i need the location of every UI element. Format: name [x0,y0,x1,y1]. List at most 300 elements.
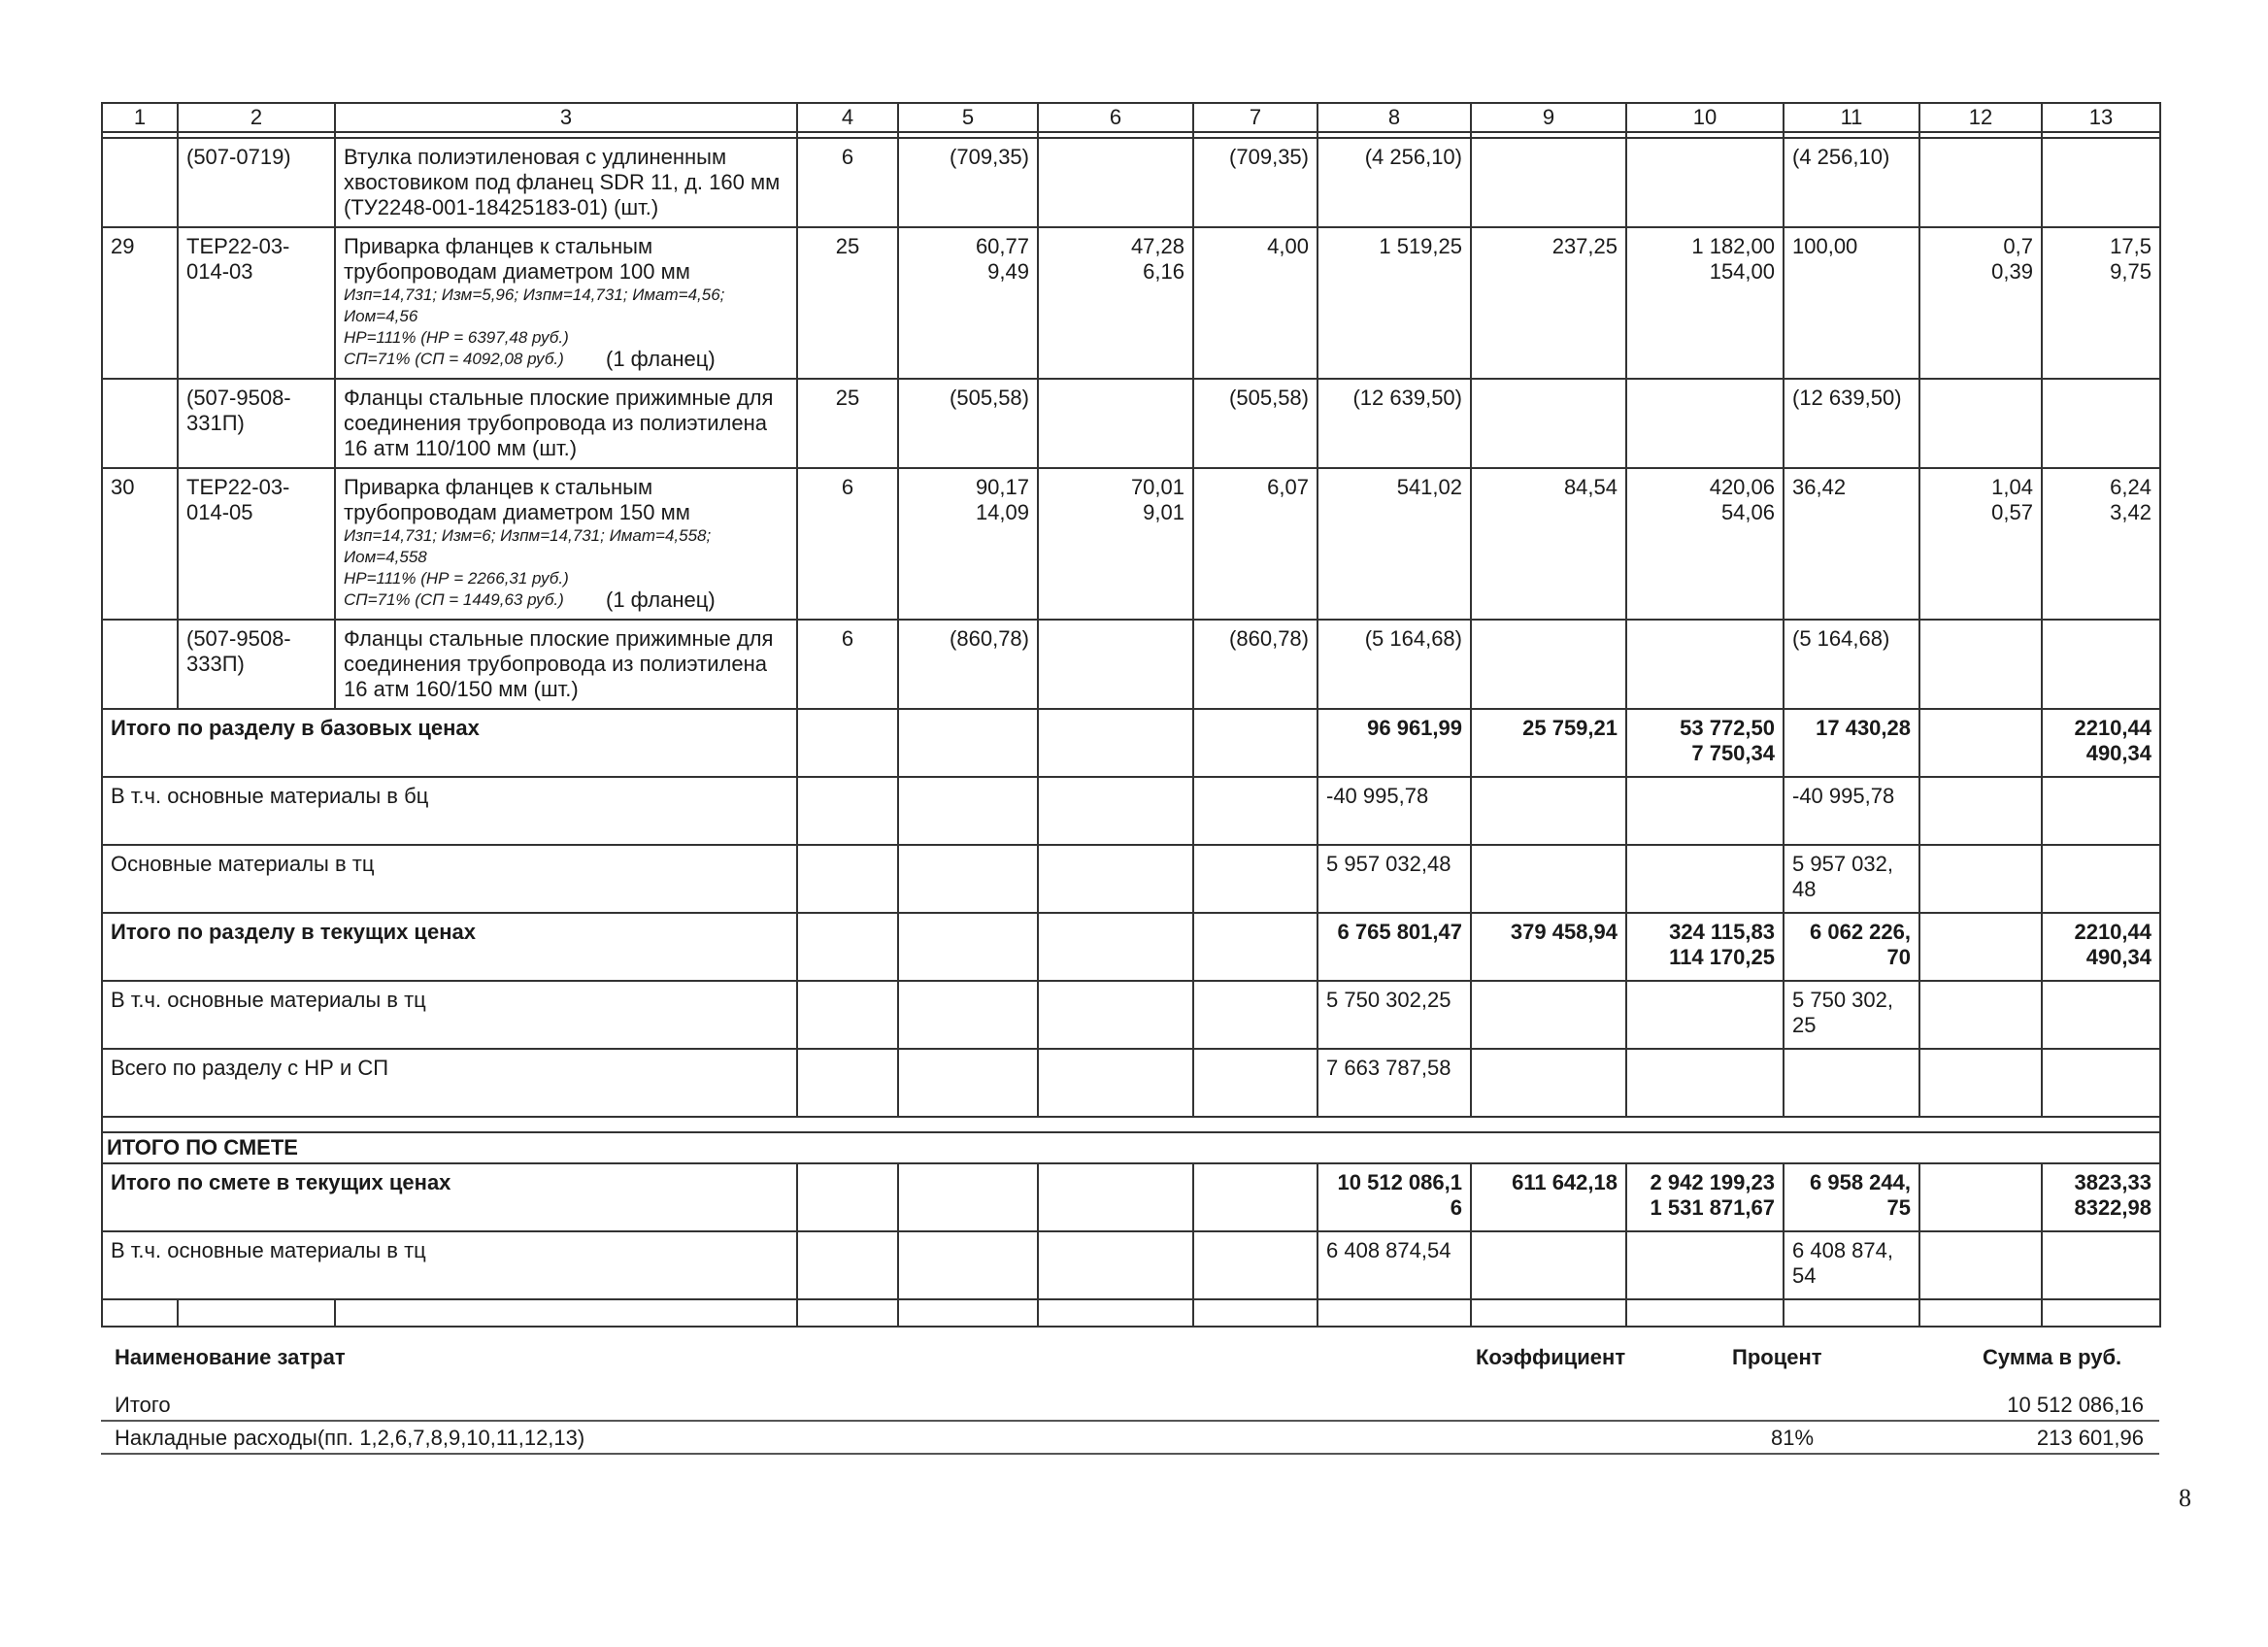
summary-label [102,1231,797,1299]
row-value-c12 [1919,379,2042,468]
row-code [178,379,335,468]
column-number-text: 6 [1109,105,1122,129]
summary-value-c9 [1471,709,1626,777]
summary-row [102,777,2160,845]
summary-value-c13-text: 2210,44 490,34 [2074,920,2151,969]
summary-label-text: Итого по разделу в текущих ценах [111,920,476,944]
summary-value-c9 [1471,777,1626,845]
summary-value-c10 [1626,1049,1784,1117]
column-number [1317,103,1471,132]
summary-value-c8 [1317,1231,1471,1299]
column-number-text: 4 [841,105,854,129]
row-quantity [797,468,898,620]
costs-row-name: Накладные расходы(пп. 1,2,6,7,8,9,10,11,12,13) [115,1426,585,1450]
row-value-c12 [1919,620,2042,709]
row-value-c7-text: 4,00 [1267,234,1309,258]
summary-empty [797,1231,898,1299]
row-value-c9 [1471,468,1626,620]
column-number-text: 7 [1249,105,1262,129]
estimate-heading-text: ИТОГО ПО СМЕТЕ [107,1135,298,1160]
row-quantity-text: 6 [841,475,854,499]
row-value-c13 [2042,379,2160,468]
column-number-text: 2 [250,105,263,129]
column-number [1038,103,1193,132]
row-value-c10 [1626,620,1784,709]
column-number-text: 9 [1542,105,1555,129]
empty-cell [1317,1299,1471,1327]
row-value-c8-text: 541,02 [1396,475,1462,499]
row-number [102,138,178,227]
row-quantity-text: 6 [841,145,854,169]
row-value-c12 [1919,138,2042,227]
row-unit: (1 фланец) [606,347,716,371]
summary-value-c10 [1626,1231,1784,1299]
column-number-text: 11 [1840,105,1863,129]
summary-value-c10 [1626,777,1784,845]
summary-value-c11 [1784,1049,1919,1117]
summary-label [102,777,797,845]
summary-value-c10-text: 2 942 199,23 1 531 871,67 [1650,1170,1775,1220]
summary-value-c11-text: 6 062 226, 70 [1810,920,1911,969]
summary-value-c11 [1784,1231,1919,1299]
estimate-heading [102,1132,2160,1163]
summary-empty [898,1049,1038,1117]
summary-empty [898,845,1038,913]
empty-cell [1919,1299,2042,1327]
page-number: 8 [2179,1484,2191,1512]
summary-empty [1193,709,1317,777]
summary-value-c12 [1919,913,2042,981]
row-quantity [797,379,898,468]
column-number-text: 3 [559,105,573,129]
empty-cell [797,1299,898,1327]
summary-empty [797,777,898,845]
row-value-c8-text: (4 256,10) [1364,145,1462,169]
row-description-text: Фланцы стальные плоские прижимные для соединения трубопровода из полиэтилена 16 атм 160/150 мм (шт.) [344,626,774,701]
row-value-c11 [1784,227,1919,379]
row-value-c10 [1626,468,1784,620]
row-value-c7-text: (505,58) [1229,386,1309,410]
summary-label [102,981,797,1049]
summary-value-c13 [2042,1163,2160,1231]
row-value-c10-text: 420,06 54,06 [1709,475,1775,524]
row-description [335,379,797,468]
row-value-c6 [1038,138,1193,227]
table-row [102,138,2160,227]
row-value-c8-text: (5 164,68) [1364,626,1462,651]
summary-value-c9 [1471,1163,1626,1231]
summary-value-c11 [1784,777,1919,845]
summary-empty [1038,913,1193,981]
column-number [898,103,1038,132]
empty-cell [898,1299,1038,1327]
row-description [335,138,797,227]
row-value-c6 [1038,227,1193,379]
table-row [102,379,2160,468]
summary-value-c10-text: 324 115,83 114 170,25 [1669,920,1775,969]
summary-value-c8-text: 6 765 801,47 [1337,920,1462,944]
column-number [1193,103,1317,132]
summary-value-c8 [1317,845,1471,913]
row-value-c9-text: 237,25 [1551,234,1618,258]
summary-value-c13 [2042,777,2160,845]
row-value-c11 [1784,138,1919,227]
costs-header-name: Наименование затрат [115,1345,346,1369]
row-quantity [797,620,898,709]
row-value-c5-text: (505,58) [950,386,1029,410]
row-number-text: 29 [111,234,135,258]
row-code [178,468,335,620]
row-value-c5-text: (709,35) [950,145,1029,169]
row-value-c13-text: 17,5 9,75 [2110,234,2151,284]
row-code [178,620,335,709]
row-coefficients: Изп=14,731; Изм=6; Изпм=14,731; Имат=4,558; Иом=4,558 НР=111% (НР = 2266,31 руб.) СП=71% (СП = 1449,63 руб.) [344,526,712,609]
row-value-c5-text: 90,17 14,09 [975,475,1029,524]
summary-empty [1193,1231,1317,1299]
summary-value-c10 [1626,709,1784,777]
row-value-c13 [2042,138,2160,227]
empty-cell [178,1299,335,1327]
summary-empty [1038,1231,1193,1299]
estimate-table-body [102,103,2160,1327]
summary-value-c8-text: 5 957 032,48 [1326,852,1451,876]
row-value-c12 [1919,227,2042,379]
spacer-cell [102,1117,2160,1132]
summary-value-c11 [1784,709,1919,777]
summary-row [102,845,2160,913]
row-value-c6-text: 47,28 6,16 [1130,234,1184,284]
summary-empty [1038,709,1193,777]
row-code [178,227,335,379]
row-value-c13 [2042,227,2160,379]
summary-value-c8-text: 7 663 787,58 [1326,1056,1451,1080]
summary-empty [1193,1163,1317,1231]
row-value-c13 [2042,468,2160,620]
row-value-c7 [1193,227,1317,379]
costs-header-coef: Коэффициент [1476,1345,1626,1369]
summary-value-c13 [2042,709,2160,777]
summary-label-text: В т.ч. основные материалы в тц [111,988,426,1012]
summary-empty [797,845,898,913]
row-value-c13 [2042,620,2160,709]
summary-value-c8 [1317,1049,1471,1117]
summary-value-c11-text: 5 957 032, 48 [1792,852,1893,901]
row-value-c8-text: (12 639,50) [1352,386,1462,410]
row-description [335,468,797,620]
empty-cell [1784,1299,1919,1327]
summary-label [102,1049,797,1117]
empty-cell [102,1299,178,1327]
summary-row [102,1049,2160,1117]
summary-value-c9-text: 379 458,94 [1510,920,1618,944]
summary-value-c12 [1919,709,2042,777]
column-number-row [102,103,2160,132]
summary-value-c8 [1317,913,1471,981]
costs-header-percent: Процент [1732,1345,1822,1369]
summary-value-c10 [1626,1163,1784,1231]
row-value-c8 [1317,379,1471,468]
empty-cell [2042,1299,2160,1327]
costs-header-sum: Сумма в руб. [1983,1345,2122,1369]
summary-value-c11-text: 17 430,28 [1816,716,1911,740]
row-quantity-text: 6 [841,626,854,651]
empty-cell [1626,1299,1784,1327]
spacer-row [102,1117,2160,1132]
row-value-c7-text: (860,78) [1229,626,1309,651]
row-number [102,468,178,620]
summary-value-c12 [1919,777,2042,845]
summary-value-c12 [1919,1231,2042,1299]
column-number [1626,103,1784,132]
costs-row-total [101,1391,2159,1422]
empty-cell [335,1299,797,1327]
row-value-c7-text: 6,07 [1267,475,1309,499]
column-number [335,103,797,132]
summary-value-c11 [1784,913,1919,981]
summary-value-c13 [2042,913,2160,981]
row-value-c6 [1038,620,1193,709]
column-number-text: 10 [1692,105,1718,129]
row-description-text: Фланцы стальные плоские прижимные для соединения трубопровода из полиэтилена 16 атм 110/100 мм (шт.) [344,386,774,460]
summary-value-c8-text: 6 408 874,54 [1326,1238,1451,1262]
summary-empty [898,913,1038,981]
summary-empty [898,709,1038,777]
column-number-text: 13 [2088,105,2114,129]
summary-value-c11 [1784,1163,1919,1231]
row-value-c7 [1193,138,1317,227]
summary-empty [1193,981,1317,1049]
row-value-c10-text: 1 182,00 154,00 [1691,234,1775,284]
row-value-c5 [898,227,1038,379]
summary-empty [1038,777,1193,845]
column-number [2042,103,2160,132]
row-value-c12 [1919,468,2042,620]
row-code [178,138,335,227]
empty-cell [1038,1299,1193,1327]
costs-row-sum: 10 512 086,16 [2007,1393,2144,1417]
summary-value-c9 [1471,913,1626,981]
summary-value-c13 [2042,981,2160,1049]
row-number [102,379,178,468]
table-row [102,620,2160,709]
summary-value-c11-text: -40 995,78 [1792,784,1895,808]
row-value-c5 [898,379,1038,468]
row-value-c8 [1317,138,1471,227]
row-quantity [797,227,898,379]
summary-value-c11-text: 6 408 874, 54 [1792,1238,1893,1288]
summary-empty [1038,1049,1193,1117]
summary-value-c9 [1471,981,1626,1049]
row-number [102,620,178,709]
summary-value-c10 [1626,981,1784,1049]
summary-empty [1193,777,1317,845]
row-value-c5 [898,620,1038,709]
summary-value-c8-text: 5 750 302,25 [1326,988,1451,1012]
empty-last-row [102,1299,2160,1327]
summary-empty [797,981,898,1049]
column-number-text: 5 [961,105,975,129]
row-value-c5-text: 60,77 9,49 [975,234,1029,284]
column-number [1919,103,2042,132]
row-code-text: ТЕР22-03-014-03 [186,234,290,284]
summary-label [102,845,797,913]
row-value-c9 [1471,227,1626,379]
row-value-c8 [1317,620,1471,709]
summary-empty [1038,1163,1193,1231]
summary-empty [797,1163,898,1231]
summary-empty [797,709,898,777]
summary-value-c9 [1471,1231,1626,1299]
summary-label-text: В т.ч. основные материалы в тц [111,1238,426,1262]
row-code-text: (507-0719) [186,145,291,169]
costs-row-name: Итого [115,1393,171,1417]
row-value-c11 [1784,620,1919,709]
summary-label-text: Основные материалы в тц [111,852,375,876]
summary-value-c8-text: 10 512 086,1 6 [1337,1170,1462,1220]
summary-value-c11-text: 5 750 302, 25 [1792,988,1893,1037]
summary-row [102,1163,2160,1231]
column-number [1784,103,1919,132]
summary-empty [797,913,898,981]
summary-value-c11-text: 6 958 244, 75 [1810,1170,1911,1220]
row-value-c11-text: (4 256,10) [1792,145,1890,169]
summary-label [102,913,797,981]
costs-row-overhead [101,1424,2159,1455]
summary-value-c8 [1317,709,1471,777]
row-description [335,620,797,709]
row-number [102,227,178,379]
row-value-c11-text: (5 164,68) [1792,626,1890,651]
empty-cell [1471,1299,1626,1327]
summary-value-c8 [1317,981,1471,1049]
summary-value-c13-text: 2210,44 490,34 [2074,716,2151,765]
summary-value-c12 [1919,1049,2042,1117]
summary-empty [1193,913,1317,981]
row-value-c7 [1193,620,1317,709]
summary-label [102,1163,797,1231]
summary-empty [1038,845,1193,913]
row-value-c11 [1784,379,1919,468]
costs-header [101,1345,2159,1384]
row-value-c6 [1038,379,1193,468]
row-value-c12-text: 0,7 0,39 [1991,234,2033,284]
summary-value-c9-text: 611 642,18 [1512,1170,1618,1194]
summary-empty [898,1163,1038,1231]
estimate-heading-row [102,1132,2160,1163]
summary-value-c8 [1317,1163,1471,1231]
row-value-c6 [1038,468,1193,620]
estimate-table [101,102,2161,1328]
row-value-c5 [898,138,1038,227]
row-value-c10 [1626,379,1784,468]
summary-row [102,913,2160,981]
row-number-text: 30 [111,475,135,499]
row-value-c5 [898,468,1038,620]
column-number [797,103,898,132]
summary-empty [898,1231,1038,1299]
costs-row-sum: 213 601,96 [2036,1426,2144,1450]
row-value-c11-text: 100,00 [1792,234,1858,258]
row-value-c11 [1784,468,1919,620]
row-value-c12-text: 1,04 0,57 [1991,475,2033,524]
row-quantity [797,138,898,227]
summary-value-c12 [1919,981,2042,1049]
summary-label [102,709,797,777]
summary-row [102,709,2160,777]
summary-value-c13 [2042,845,2160,913]
row-value-c5-text: (860,78) [950,626,1029,651]
row-description-text: Втулка полиэтиленовая с удлиненным хвостовиком под фланец SDR 11, д. 160 мм (ТУ2248-001-18425183-01) (шт.) [344,145,781,219]
summary-value-c10 [1626,913,1784,981]
row-value-c13-text: 6,24 3,42 [2110,475,2151,524]
row-unit: (1 фланец) [606,588,716,612]
row-value-c8 [1317,227,1471,379]
column-number-text: 1 [133,105,147,129]
row-value-c7 [1193,468,1317,620]
summary-empty [898,777,1038,845]
table-row [102,227,2160,379]
row-value-c7-text: (709,35) [1229,145,1309,169]
summary-value-c10-text: 53 772,50 7 750,34 [1680,716,1775,765]
column-number [178,103,335,132]
costs-row-percent: 81% [1771,1426,1815,1450]
summary-label-text: Итого по разделу в базовых ценах [111,716,480,740]
column-number-text: 8 [1387,105,1401,129]
row-code-text: ТЕР22-03-014-05 [186,475,290,524]
column-number-text: 12 [1968,105,1993,129]
table-row [102,468,2160,620]
summary-label-text: В т.ч. основные материалы в бц [111,784,429,808]
row-value-c9 [1471,379,1626,468]
row-value-c10 [1626,227,1784,379]
summary-empty [1193,1049,1317,1117]
summary-label-text: Всего по разделу с НР и СП [111,1056,389,1080]
summary-row [102,981,2160,1049]
summary-value-c9 [1471,1049,1626,1117]
summary-label-text: Итого по смете в текущих ценах [111,1170,451,1194]
summary-value-c13 [2042,1231,2160,1299]
column-number [1471,103,1626,132]
summary-value-c8-text: 96 961,99 [1367,716,1462,740]
summary-empty [797,1049,898,1117]
row-value-c11-text: (12 639,50) [1792,386,1902,410]
row-quantity-text: 25 [835,386,860,410]
row-coefficients: Изп=14,731; Изм=5,96; Изпм=14,731; Имат=4,56; Иом=4,56 НР=111% (НР = 6397,48 руб.) СП=71% (СП = 4092,08 руб.) [344,286,725,368]
summary-value-c8 [1317,777,1471,845]
row-quantity-text: 25 [835,234,860,258]
summary-value-c13 [2042,1049,2160,1117]
summary-value-c12 [1919,845,2042,913]
row-code-text: (507-9508-331П) [186,386,291,435]
column-number [102,103,178,132]
row-code-text: (507-9508-333П) [186,626,291,676]
row-description-text: Приварка фланцев к стальным трубопроводам диаметром 100 мм [344,234,690,284]
summary-value-c10 [1626,845,1784,913]
row-description-text: Приварка фланцев к стальным трубопроводам диаметром 150 мм [344,475,690,524]
summary-value-c12 [1919,1163,2042,1231]
summary-value-c11 [1784,981,1919,1049]
summary-row [102,1231,2160,1299]
summary-value-c8-text: -40 995,78 [1326,784,1429,808]
summary-empty [898,981,1038,1049]
row-value-c7 [1193,379,1317,468]
summary-value-c9-text: 25 759,21 [1522,716,1618,740]
row-value-c6-text: 70,01 9,01 [1130,475,1184,524]
summary-value-c9 [1471,845,1626,913]
row-value-c8-text: 1 519,25 [1379,234,1462,258]
row-description [335,227,797,379]
row-value-c9 [1471,138,1626,227]
